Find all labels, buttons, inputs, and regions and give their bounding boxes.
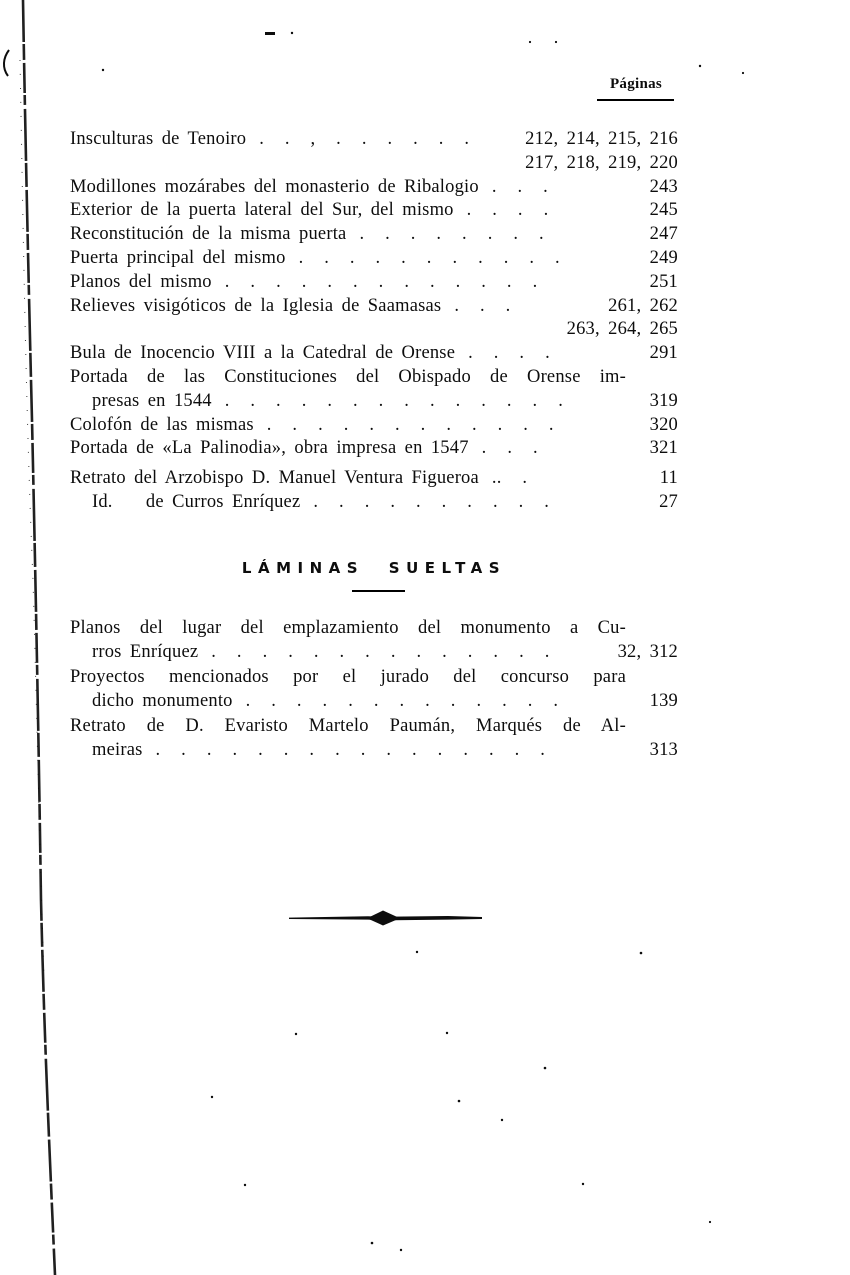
- dot-leader: . . . . . . . . . . . . . .: [224, 390, 564, 411]
- entry-page-numbers: 321: [649, 438, 678, 459]
- pages-column-header: Páginas: [609, 76, 663, 92]
- entry-title: Planos del mismo: [70, 271, 212, 292]
- dot-leader: . . . . . . . . . . . . .: [245, 691, 559, 712]
- entry-title: Portada de «La Palinodia», obra impresa en 1547: [70, 438, 469, 459]
- index-entry-row: [70, 689, 678, 713]
- entry-title: Id. de Curros Enríquez: [92, 491, 301, 512]
- dot-leader: . . . . . . . . . . . .: [266, 414, 554, 435]
- entry-page-numbers: 251: [649, 271, 678, 292]
- binding-edge-line-icon: [4, 0, 55, 1275]
- index-entry-row: [70, 128, 678, 152]
- dot-leader: . . . . . . . . . . . . .: [224, 271, 538, 292]
- entry-title: Planos del lugar del emplazamiento del monumento a Cu-: [70, 618, 626, 638]
- entry-title: Exterior de la puerta lateral del Sur, del mismo: [70, 200, 454, 221]
- dot-leader: . . . . . . . . . . . . . . . .: [155, 739, 546, 760]
- entry-title: Colofón de las mismas: [70, 414, 254, 435]
- laminas-sueltas-heading: LÁMINAS SUELTAS: [241, 559, 507, 577]
- heading-underline-rule: [352, 590, 405, 592]
- entry-page-numbers: 291: [649, 343, 678, 364]
- entry-page-numbers: 11: [659, 468, 678, 489]
- index-entry-row: [70, 491, 678, 515]
- index-entry-row: [70, 318, 678, 342]
- entry-title: Puerta principal del mismo: [70, 247, 286, 268]
- dot-leader: . . .: [481, 438, 538, 459]
- index-entry-row: [70, 176, 678, 200]
- entry-title: Retrato del Arzobispo D. Manuel Ventura Figueroa: [70, 468, 479, 489]
- dot-leader: . . . . . . . .: [359, 224, 544, 245]
- entry-page-numbers: 313: [649, 739, 678, 760]
- dot-leader: . . . . . . . . . .: [313, 491, 550, 512]
- entry-title: Proyectos mencionados por el jurado del concurso para: [70, 666, 626, 687]
- entry-page-numbers: 139: [649, 691, 678, 712]
- index-entry-row: [70, 271, 678, 295]
- index-entry-row: [70, 342, 678, 366]
- entry-title: rros Enríquez: [92, 642, 199, 663]
- entry-title: Insculturas de Tenoiro: [70, 129, 247, 149]
- index-entry-row: [70, 616, 678, 640]
- divider-ornament-icon: [288, 906, 484, 930]
- entry-page-numbers: 243: [649, 176, 678, 197]
- index-entry-row: [70, 199, 678, 223]
- index-entry-row: [70, 366, 678, 390]
- laminas-sueltas-list: [70, 616, 678, 762]
- index-entry-row: [70, 152, 678, 176]
- entry-title: Retrato de D. Evaristo Martelo Paumán, Marqués de Al-: [70, 715, 626, 736]
- entry-title: Portada de las Constituciones del Obispado de Orense im-: [70, 366, 626, 387]
- entry-page-numbers: 245: [649, 200, 678, 221]
- entry-title: Reconstitución de la misma puerta: [70, 224, 347, 245]
- entry-page-numbers: 249: [649, 247, 678, 268]
- entry-page-numbers: 261, 262: [608, 295, 678, 316]
- dot-leader: . . .: [454, 295, 511, 316]
- pages-header-underline: [597, 99, 674, 101]
- index-entry-row: [70, 223, 678, 247]
- dot-leader: . . , . . . . . .: [259, 129, 470, 149]
- index-entry-row: [70, 467, 678, 491]
- dot-leader: . . .: [491, 176, 548, 197]
- illustrations-index-list: [70, 128, 678, 515]
- dot-leader: . . . . . . . . . . . . . .: [211, 642, 550, 663]
- index-entry-row: [70, 437, 678, 461]
- entry-page-numbers: 27: [659, 491, 678, 512]
- index-entry-row: [70, 640, 678, 664]
- entry-page-numbers: 212, 214, 215, 216: [525, 129, 678, 149]
- dot-leader: . . . . . . . . . . .: [298, 247, 560, 268]
- entry-page-numbers: 32, 312: [617, 642, 678, 663]
- entry-title: Relieves visigóticos de la Iglesia de Saamasas: [70, 295, 442, 316]
- index-entry-row: [70, 247, 678, 271]
- entry-page-numbers: 247: [649, 224, 678, 245]
- entry-page-numbers: 263, 264, 265: [566, 319, 678, 340]
- entry-title: meiras: [92, 739, 143, 760]
- entry-title: dicho monumento: [92, 691, 233, 712]
- entry-title: presas en 1544: [92, 390, 212, 411]
- entry-page-numbers: 217, 218, 219, 220: [525, 152, 678, 173]
- index-entry-row: [70, 414, 678, 438]
- index-entry-row: [70, 665, 678, 689]
- dot-leader: . . . .: [468, 343, 550, 364]
- index-entry-row: [70, 714, 678, 738]
- index-entry-row: [70, 390, 678, 414]
- entry-title: Bula de Inocencio VIII a la Catedral de Orense: [70, 343, 456, 364]
- index-entry-row: [70, 738, 678, 762]
- entry-title: Modillones mozárabes del monasterio de Ribalogio: [70, 176, 479, 197]
- dot-leader: . . . .: [466, 200, 549, 221]
- entry-page-numbers: 320: [649, 414, 678, 435]
- entry-page-numbers: 319: [649, 390, 678, 411]
- dot-leader: .. .: [491, 468, 528, 489]
- index-entry-row: [70, 295, 678, 319]
